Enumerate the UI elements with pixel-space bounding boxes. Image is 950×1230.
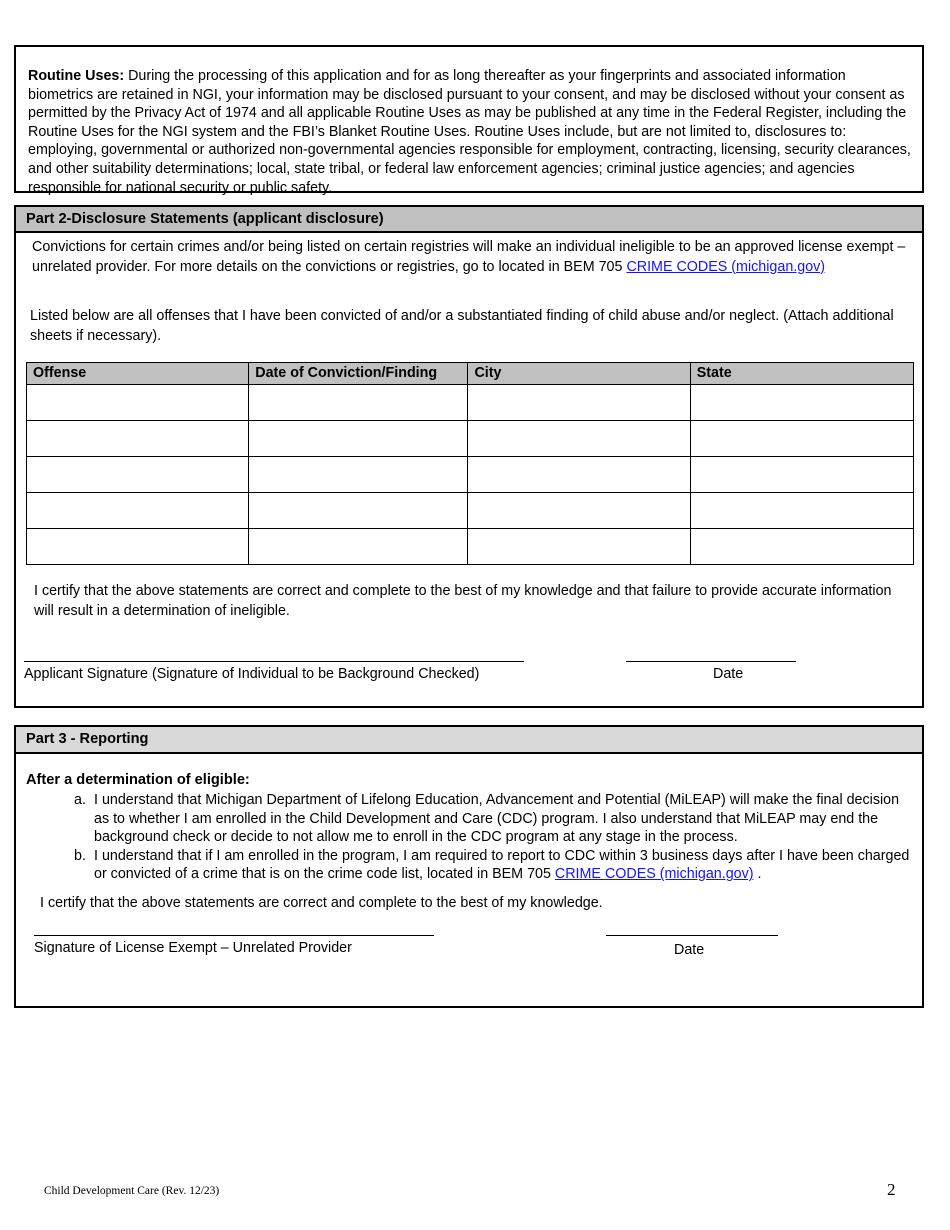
city-cell[interactable]	[468, 421, 690, 457]
date-cell[interactable]	[249, 385, 468, 421]
table-row	[27, 493, 914, 529]
list-item-marker-b: b.	[74, 847, 86, 864]
crime-codes-link-part2[interactable]: CRIME CODES (michigan.gov)	[626, 258, 826, 275]
part2-header-band: Part 2-Disclosure Statements (applicant disclosure)	[16, 207, 922, 233]
footer-page-number: 2	[887, 1180, 896, 1199]
offense-cell[interactable]	[27, 493, 249, 529]
part3-list	[26, 791, 910, 884]
offense-cell[interactable]	[27, 529, 249, 565]
routine-uses-body: During the processing of this application and for as long thereafter as your fingerprints and associated information biometrics are retained in NGI, your information may be disclosed pursuant to your consent, and may be disclosed without your consent as permitted by the Privacy Act of 1974 and all applicable Routine Uses as may be published at any time in the Federal Register, including the Routine Uses for the NGI system and the FBI’s Blanket Routine Uses. Routine Uses include, but are not limited to, disclosures to: employing, governmental or authorized non-governmental agencies responsible for employment, contracting, licensing, security clearances, and other suitability determinations; local, state tribal, or federal law enforcement agencies; criminal justice agencies; and agencies responsible for national security or public safety.	[28, 68, 911, 196]
list-item-text-a: I understand that Michigan Department of Lifelong Education, Advancement and Potential (MiLEAP) will make the final decision as to whether I am enrolled in the Child Development and Care (CDC) program. I also understand that MiLEAP may end the background check or decide to not allow me to enroll in the CDC program at any stage in the process.	[94, 792, 900, 846]
applicant-date-line[interactable]	[626, 661, 796, 662]
part2-intro-paragraph	[32, 238, 918, 277]
city-cell[interactable]	[468, 457, 690, 493]
part3-heading: After a determination of eligible:	[26, 772, 250, 788]
part3-header-band: Part 3 - Reporting	[16, 727, 922, 754]
table-row	[27, 385, 914, 421]
offense-cell[interactable]	[27, 457, 249, 493]
state-cell[interactable]	[690, 529, 913, 565]
part2-intro-text: Convictions for certain crimes and/or being listed on certain registries will make an individual ineligible to be an approved license exempt – unrelated provider. For more details on the convictions or registries, go to located in BEM 705	[32, 239, 906, 275]
crime-codes-link-part3[interactable]: CRIME CODES (michigan.gov)	[554, 866, 754, 883]
part3-certification-text: I certify that the above statements are correct and complete to the best of my knowledge.	[40, 895, 603, 911]
part2-certification-text: I certify that the above statements are correct and complete to the best of my knowledge and that failure to provide accurate information will result in a determination of ineligible.	[34, 583, 892, 619]
list-item-marker-a: a.	[74, 792, 86, 808]
offense-cell[interactable]	[27, 421, 249, 457]
applicant-signature-line[interactable]	[24, 661, 524, 662]
city-cell[interactable]	[468, 385, 690, 421]
list-item	[26, 791, 910, 847]
provider-signature-line[interactable]	[34, 935, 434, 936]
part2-listed-offenses-text: Listed below are all offenses that I have been convicted of and/or a substantiated finding of child abuse and/or neglect. (Attach additional sheets if necessary).	[30, 308, 894, 344]
column-header-date-of-conviction: Date of Conviction/Finding	[249, 363, 468, 385]
date-cell[interactable]	[249, 493, 468, 529]
column-header-city: City	[468, 363, 690, 385]
applicant-date-label: Date	[713, 666, 744, 682]
table-row	[27, 457, 914, 493]
city-cell[interactable]	[468, 493, 690, 529]
offense-cell[interactable]	[27, 385, 249, 421]
provider-date-line[interactable]	[606, 935, 778, 936]
date-cell[interactable]	[249, 529, 468, 565]
state-cell[interactable]	[690, 457, 913, 493]
part2-box	[14, 205, 924, 708]
table-row	[27, 529, 914, 565]
state-cell[interactable]	[690, 493, 913, 529]
applicant-signature-label: Applicant Signature (Signature of Individual to be Background Checked)	[24, 666, 480, 682]
routine-uses-heading: Routine Uses:	[28, 68, 125, 84]
column-header-state: State	[690, 363, 913, 385]
date-cell[interactable]	[249, 421, 468, 457]
routine-uses-paragraph	[28, 67, 914, 197]
state-cell[interactable]	[690, 421, 913, 457]
offense-table-header-row	[27, 363, 914, 385]
list-item	[26, 847, 910, 884]
table-row	[27, 421, 914, 457]
date-cell[interactable]	[249, 457, 468, 493]
provider-date-label: Date	[674, 942, 705, 958]
state-cell[interactable]	[690, 385, 913, 421]
part3-box	[14, 725, 924, 1008]
offense-table	[26, 362, 914, 565]
footer-form-id: Child Development Care (Rev. 12/23)	[44, 1185, 220, 1197]
list-item-text-b-before-link: I understand that if I am enrolled in the program, I am required to report to CDC within 3 business days after I have been charged or convicted of a crime that is on the crime code list, located in BEM 705	[94, 847, 910, 883]
list-item-text-b-after-link: .	[753, 866, 762, 883]
column-header-offense: Offense	[27, 363, 249, 385]
city-cell[interactable]	[468, 529, 690, 565]
routine-uses-box	[14, 45, 924, 196]
provider-signature-label: Signature of License Exempt – Unrelated Provider	[34, 940, 352, 956]
